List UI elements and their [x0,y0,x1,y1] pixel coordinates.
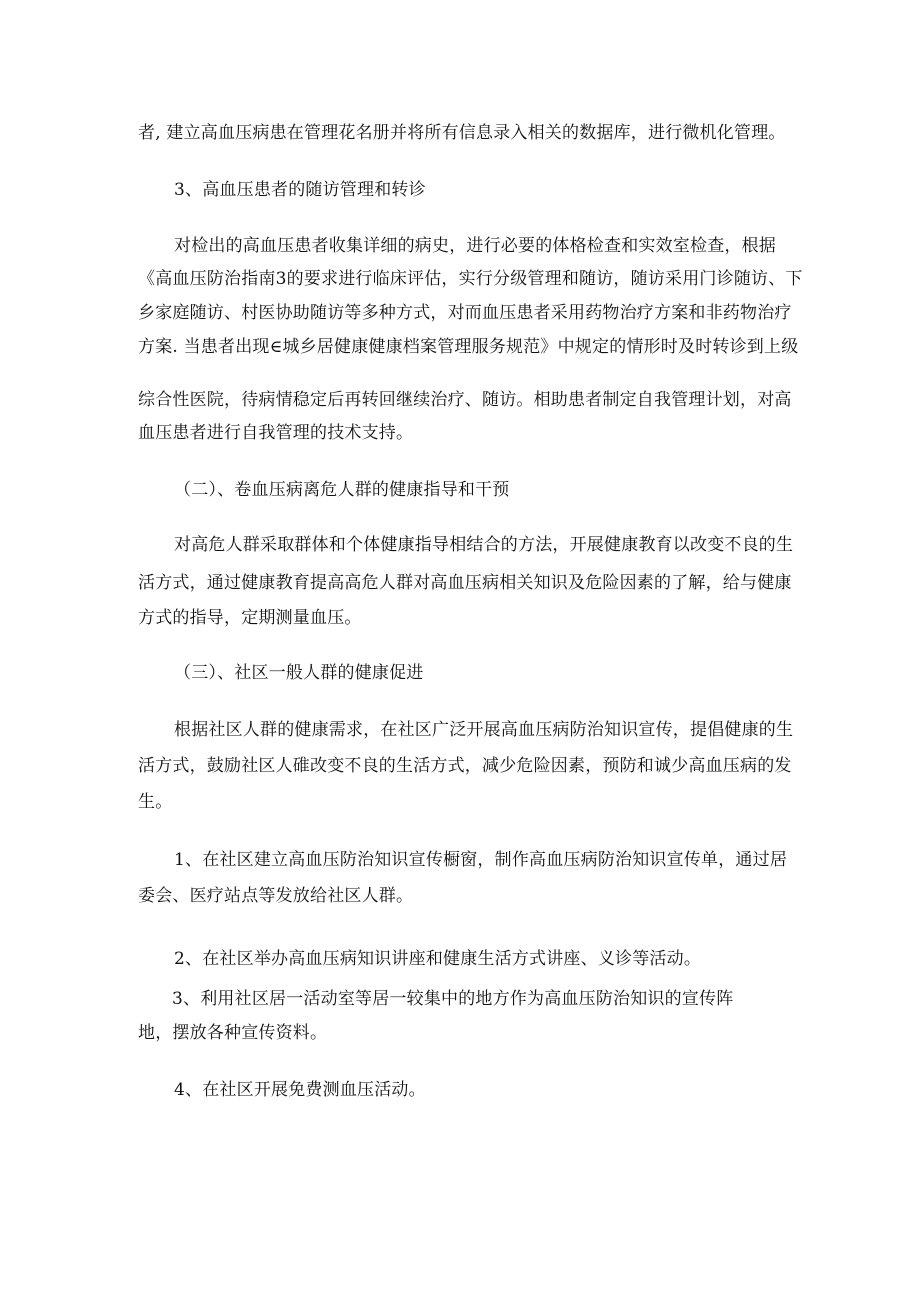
item-2-line-1: 2、在社区举办高血压病知识讲座和健康生活方式讲座、义诊等活动。 [174,949,702,969]
section-3-body-line-2: 《高血压防治指南3的要求进行临床评估，实行分级管理和随访，随访采用门诊随访、下 [138,269,803,289]
item-1-line-2: 委会、医疗站点等发放给社区人群。 [138,886,414,906]
section-2-body-line-1: 对高危人群采取群体和个体健康指导相结合的方法，开展健康教育以改变不良的生 [174,535,794,555]
section-3-body-line-6: 血压患者进行自我管理的技术支持。 [138,423,414,443]
section-3b-heading: （三）、社区一般人群的健康促进 [174,663,424,683]
intro-tail-line-1: 者, 建立高血压病患在管理花名册并将所有信息录入相关的数据库，进行微机化管理。 [138,123,786,143]
item-4-line-1: 4、在社区开展免费测血压活动。 [174,1080,426,1100]
section-3-body-line-5: 综合性医院，待病情稳定后再转回继续治疗、随访。相助患者制定自我管理计划，对高 [138,390,792,410]
section-2-body-line-2: 活方式，通过健康教育提高高危人群对高血压病相关知识及危险因素的了解，给与健康 [138,573,792,593]
section-2-heading: （二）、卷血压病离危人群的健康指导和干预 [174,480,510,500]
item-1-line-1: 1、在社区建立高血压防治知识宣传橱窗，制作高血压病防治知识宣传单，通过居 [174,850,788,870]
section-3b-body-line-3: 生。 [138,792,173,812]
section-3-heading: 3、高血压患者的随访管理和转诊 [174,180,426,200]
section-3-body-line-1: 对检出的高血压患者收集详细的病史，进行必要的体格检查和实效室检查，根据 [174,236,776,256]
section-3-body-line-3: 乡家庭随访、村医协助随访等多种方式，对而血压患者采用药物治疗方案和非药物治疗 [138,303,792,323]
section-3b-body-line-2: 活方式，鼓励社区人碓改变不良的生活方式，减少危险因素，预防和诚少高血压病的发 [138,756,792,776]
section-2-body-line-3: 方式的指导，定期测量血压。 [138,608,362,628]
section-3-body-line-4: 方案. 当患者出现∈城乡居健康健康档案管理服务规范》中规定的情形时及时转诊到上级 [138,337,799,357]
item-3-line-2: 地，摆放各种宣传资料。 [138,1023,328,1043]
item-3-line-1: 3、利用社区居一活动室等居一较集中的地方作为高血压防治知识的宣传阵 [172,989,734,1009]
section-3b-body-line-1: 根据社区人群的健康需求，在社区广泛开展高血压病防治知识宣传，提倡健康的生 [174,720,794,740]
